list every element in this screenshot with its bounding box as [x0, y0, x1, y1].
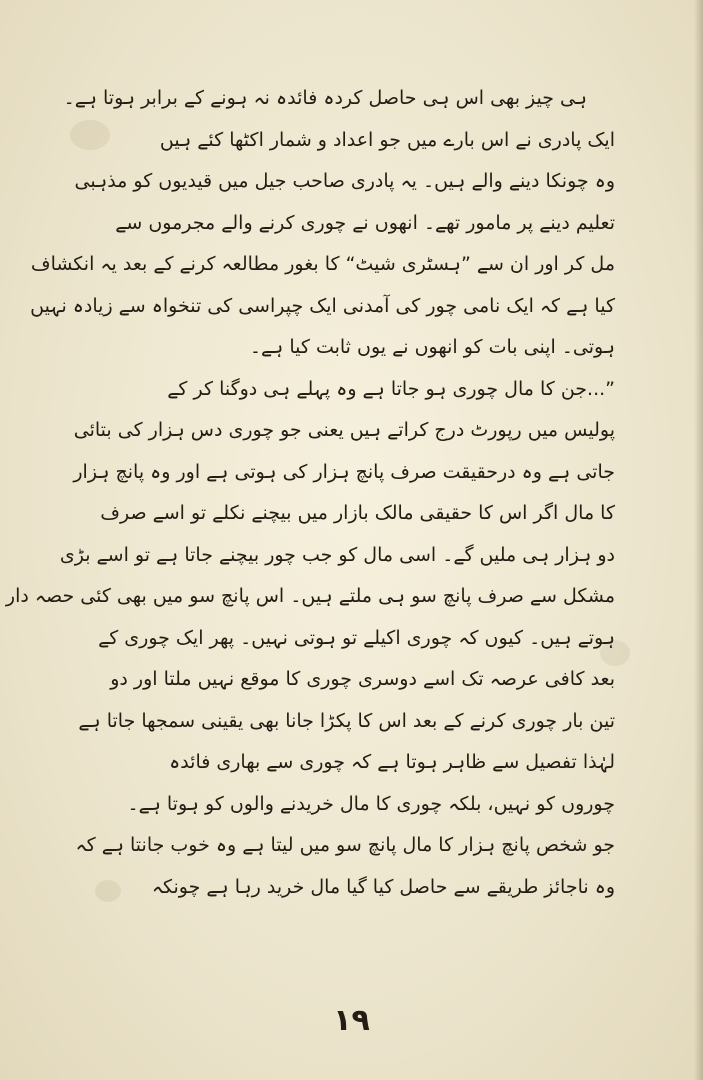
- text-line: ”...جن کا مال چوری ہو جاتا ہے وہ پہلے ہی دوگنا کر کے: [167, 377, 615, 400]
- text-line: تین بار چوری کرنے کے بعد اس کا پکڑا جانا بھی یقینی سمجھا جاتا ہے: [78, 709, 615, 732]
- text-line: جاتی ہے وہ درحقیقت صرف پانچ ہزار کی ہوتی ہے اور وہ پانچ ہزار: [73, 460, 615, 483]
- text-line: کا مال اگر اس کا حقیقی مالک بازار میں بیچنے نکلے تو اسے صرف: [100, 502, 615, 524]
- text-line: دو ہزار ہی ملیں گے۔ اسی مال کو جب چور بیچنے جاتا ہے تو اسے بڑی: [59, 543, 615, 566]
- paper-stain: [95, 880, 121, 902]
- text-line: بعد کافی عرصہ تک اسے دوسری چوری کا موقع نہیں ملتا اور دو: [110, 668, 615, 690]
- paper-stain: [70, 120, 110, 150]
- text-line: جو شخص پانچ ہزار کا مال پانچ سو میں لیتا ہے وہ خوب جانتا ہے کہ: [75, 834, 615, 856]
- text-line: وہ چونکا دینے والے ہیں۔ یہ پادری صاحب جیل میں قیدیوں کو مذہبی: [74, 170, 615, 192]
- text-line: وہ ناجائز طریقے سے حاصل کیا گیا مال خرید رہا ہے چونکہ: [151, 875, 615, 898]
- text-line: ہی چیز بھی اس ہی حاصل کردہ فائدہ نہ ہونے کے برابر ہوتا ہے۔: [63, 87, 587, 109]
- text-line: مشکل سے صرف پانچ سو ہی ملتے ہیں۔ اس پانچ سو میں بھی کئی حصہ دار: [5, 585, 615, 607]
- text-line: پولیس میں رپورٹ درج کراتے ہیں یعنی جو چوری دس ہزار کی بتائی: [73, 419, 615, 441]
- text-line: ہوتی۔ اپنی بات کو انھوں نے یوں ثابت کیا ہے۔: [249, 336, 615, 358]
- text-line: ہوتے ہیں۔ کیوں کہ چوری اکیلے تو ہوتی نہیں۔ پھر ایک چوری کے: [98, 626, 615, 649]
- text-line: مل کر اور ان سے ”ہسٹری شیٹ“ کا بغور مطالعہ کرنے کے بعد یہ انکشاف: [30, 253, 615, 275]
- text-line: لہٰذا تفصیل سے ظاہر ہوتا ہے کہ چوری سے بھاری فائدہ: [169, 751, 615, 773]
- page-text: [5, 78, 615, 908]
- text-line: کیا ہے کہ ایک نامی چور کی آمدنی ایک چپراسی کی تنخواہ سے زیادہ نہیں: [30, 294, 615, 317]
- text-line: تعلیم دینے پر مامور تھے۔ انھوں نے چوری کرنے والے مجرموں سے: [115, 211, 615, 234]
- text-line: ایک پادری نے اس بارے میں جو اعداد و شمار اکٹھا کئے ہیں: [159, 128, 615, 151]
- text-line: چوروں کو نہیں، بلکہ چوری کا مال خریدنے والوں کو ہوتا ہے۔: [127, 792, 615, 815]
- page-number: ۱۹: [333, 1003, 370, 1038]
- page-edge-shadow: [694, 0, 703, 1080]
